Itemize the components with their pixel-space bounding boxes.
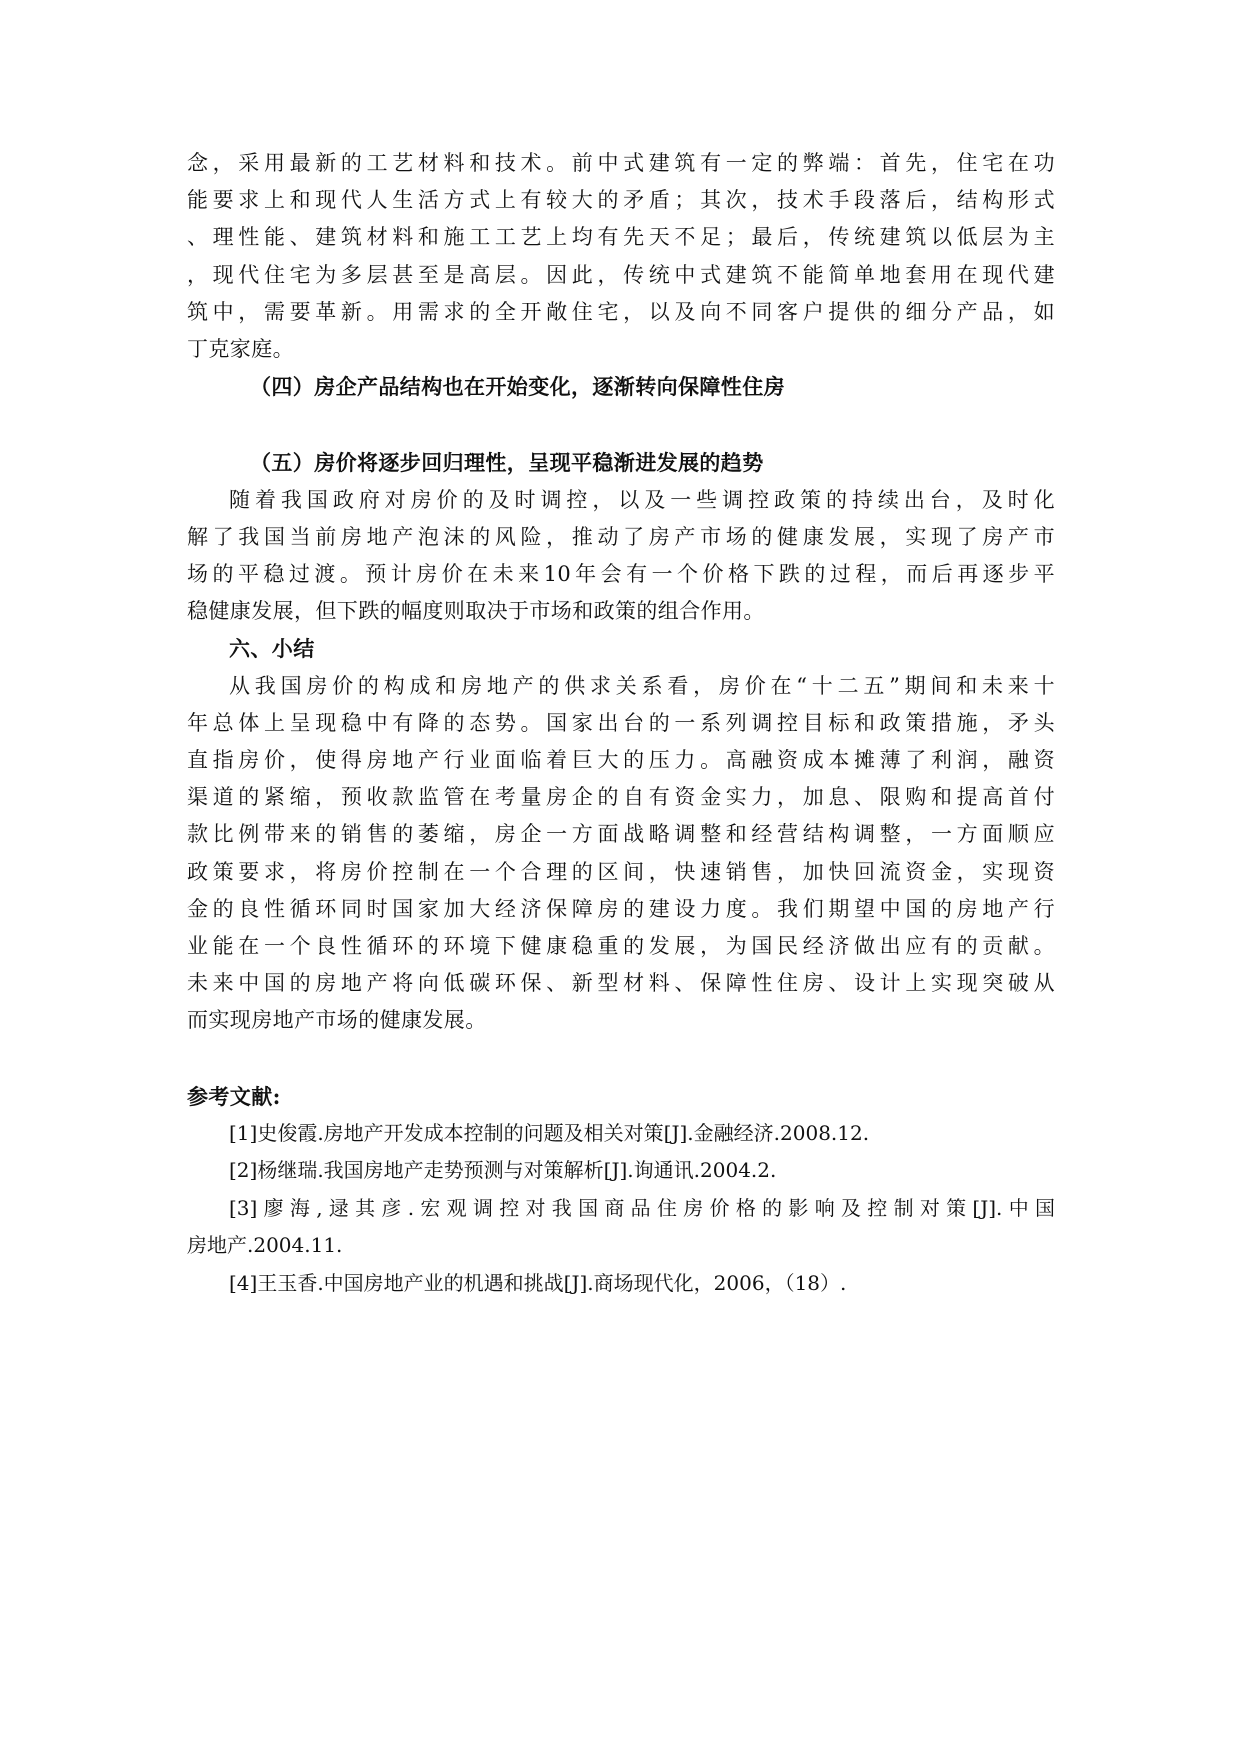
body-text-line: 渠道的紧缩，预收款监管在考量房企的自有资金实力，加息、限购和提高首付 (187, 785, 1055, 810)
body-text-line: 而实现房地产市场的健康发展。 (187, 1008, 487, 1033)
body-text-line: 从我国房价的构成和房地产的供求关系看，房价在“十二五”期间和未来十 (229, 673, 1055, 698)
body-text-line: 政策要求，将房价控制在一个合理的区间，快速销售，加快回流资金，实现资 (187, 859, 1055, 884)
document-page (187, 145, 1055, 1302)
references-title: 参考文献: (187, 1083, 281, 1109)
section-heading-5: （五）房价将逐步回归理性，呈现平稳渐进发展的趋势 (250, 450, 764, 476)
body-text-line: 年总体上呈现稳中有降的态势。国家出台的一系列调控目标和政策措施，矛头 (187, 710, 1055, 735)
blank-line (187, 1040, 1055, 1078)
body-text-line: 念，采用最新的工艺材料和技术。前中式建筑有一定的弊端：首先，住宅在功 (187, 151, 1055, 175)
body-text-line: 随着我国政府对房价的及时调控，以及一些调控政策的持续出台，及时化 (229, 487, 1055, 512)
body-text-line: 场的平稳过渡。预计房价在未来10年会有一个价格下跌的过程，而后再逐步平 (187, 562, 1055, 587)
reference-item: [1]史俊霞.房地产开发成本控制的问题及相关对策[J].金融经济.2008.12. (229, 1120, 870, 1145)
reference-item-continuation: 房地产.2004.11. (187, 1233, 343, 1258)
section-6-title: 六、小结 (229, 636, 315, 662)
blank-line (187, 405, 1055, 444)
body-text-line: 业能在一个良性循环的环境下健康稳重的发展，为国民经济做出应有的贡献。 (187, 934, 1055, 959)
body-text-line: 款比例带来的销售的萎缩，房企一方面战略调整和经营结构调整，一方面顺应 (187, 822, 1055, 847)
reference-item: [2]杨继瑞.我国房地产走势预测与对策解析[J].询通讯.2004.2. (229, 1158, 777, 1183)
body-text-line: 金的良性循环同时国家加大经济保障房的建设力度。我们期望中国的房地产行 (187, 896, 1055, 921)
paragraph-2 (187, 482, 1055, 631)
reference-item: [3]廖海,逯其彦.宏观调控对我国商品住房价格的影响及控制对策[J].中国 (229, 1195, 1055, 1220)
paragraph-1 (187, 145, 1055, 368)
section-heading-4: （四）房企产品结构也在开始变化，逐渐转向保障性住房 (250, 374, 785, 400)
paragraph-3 (187, 668, 1055, 1040)
body-text-line: ，现代住宅为多层甚至是高层。因此，传统中式建筑不能简单地套用在现代建 (187, 262, 1055, 287)
body-text-line: 丁克家庭。 (187, 337, 294, 362)
body-text-line: 、理性能、建筑材料和施工工艺上均有先天不足；最后，传统建筑以低层为主 (187, 225, 1055, 250)
body-text-line: 能要求上和现代人生活方式上有较大的矛盾；其次，技术手段落后，结构形式 (187, 188, 1055, 213)
body-text-line: 未来中国的房地产将向低碳环保、新型材料、保障性住房、设计上实现突破从 (187, 971, 1055, 996)
body-text-line: 筑中，需要革新。用需求的全开敞住宅，以及向不同客户提供的细分产品，如 (187, 299, 1055, 324)
references-section (187, 1078, 1055, 1303)
reference-item: [4]王玉香.中国房地产业的机遇和挑战[J].商场现代化，2006，（18）. (229, 1270, 847, 1295)
body-text-line: 稳健康发展，但下跌的幅度则取决于市场和政策的组合作用。 (187, 599, 765, 624)
body-text-line: 解了我国当前房地产泡沫的风险，推动了房产市场的健康发展，实现了房产市 (187, 524, 1055, 549)
body-text-line: 直指房价，使得房地产行业面临着巨大的压力。高融资成本摊薄了利润，融资 (187, 748, 1055, 773)
